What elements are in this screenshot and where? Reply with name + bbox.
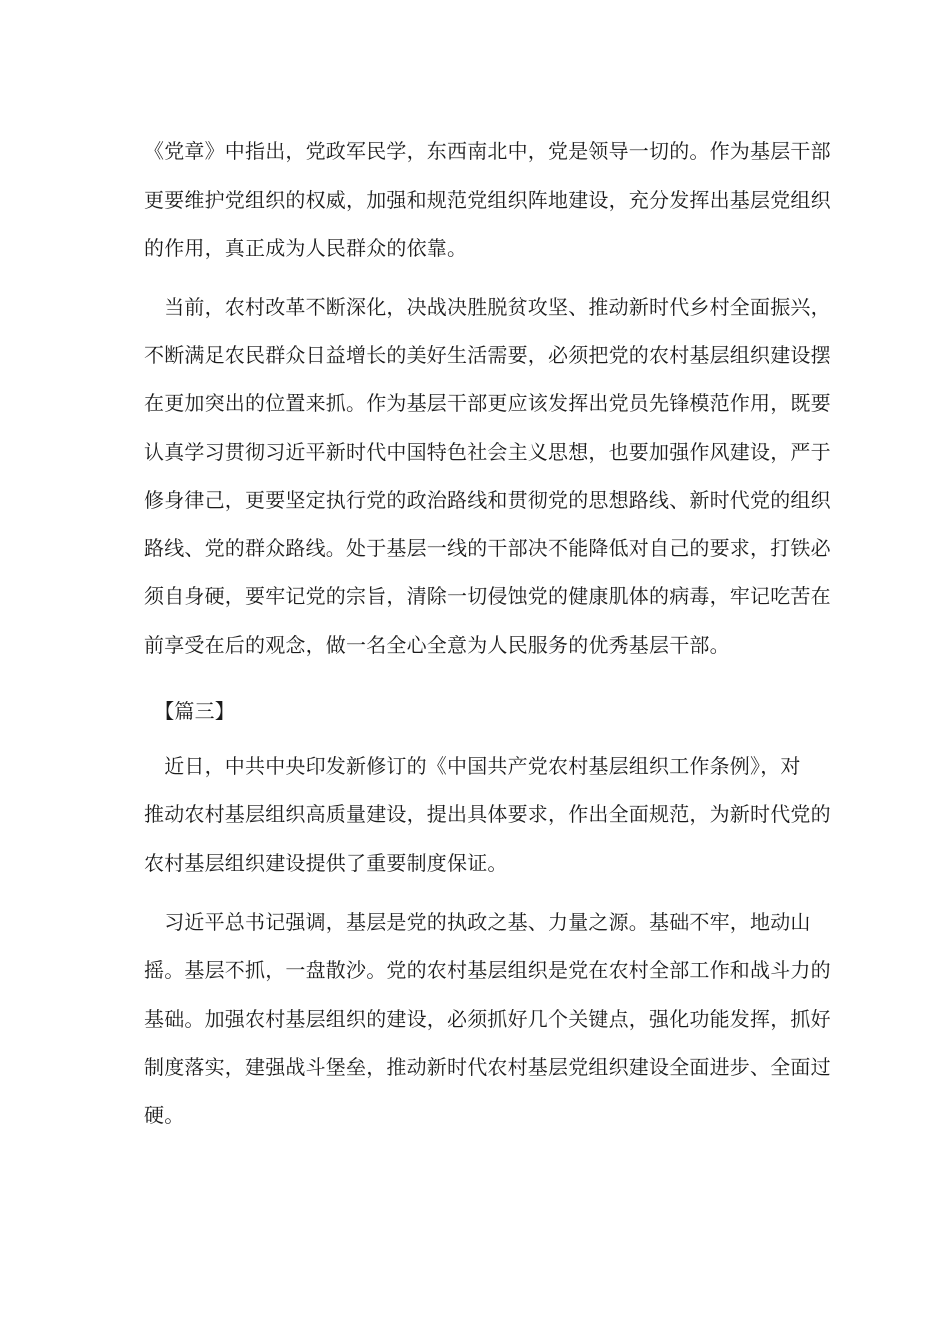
text-line: 推动农村基层组织高质量建设，提出具体要求，作出全面规范，为新时代党的 bbox=[144, 802, 831, 826]
text-line: 习近平总书记强调，基层是党的执政之基、力量之源。基础不牢，地动山 bbox=[144, 910, 811, 934]
text-line: 摇。基层不抓，一盘散沙。党的农村基层组织是党在农村全部工作和战斗力的 bbox=[144, 958, 831, 982]
text-line: 近日，中共中央印发新修订的《中国共产党农村基层组织工作条例》，对 bbox=[144, 754, 801, 778]
text-line: 的作用，真正成为人民群众的依靠。 bbox=[144, 236, 468, 260]
text-line: 不断满足农民群众日益增长的美好生活需要，必须把党的农村基层组织建设摆 bbox=[144, 343, 831, 367]
section-heading: 【篇三】 bbox=[144, 699, 235, 723]
text-line: 当前，农村改革不断深化，决战决胜脱贫攻坚、推动新时代乡村全面振兴， bbox=[144, 295, 831, 319]
text-line: 《党章》中指出，党政军民学，东西南北中，党是领导一切的。作为基层干部 bbox=[144, 139, 831, 163]
text-line: 制度落实，建强战斗堡垒，推动新时代农村基层党组织建设全面进步、全面过 bbox=[144, 1055, 831, 1079]
text-line: 在更加突出的位置来抓。作为基层干部更应该发挥出党员先锋模范作用，既要 bbox=[144, 391, 831, 415]
text-line: 须自身硬，要牢记党的宗旨，清除一切侵蚀党的健康肌体的病毒，牢记吃苦在 bbox=[144, 584, 831, 608]
text-line: 认真学习贯彻习近平新时代中国特色社会主义思想，也要加强作风建设，严于 bbox=[144, 440, 831, 464]
text-line: 路线、党的群众路线。处于基层一线的干部决不能降低对自己的要求，打铁必 bbox=[144, 536, 831, 560]
text-line: 前享受在后的观念，做一名全心全意为人民服务的优秀基层干部。 bbox=[144, 633, 730, 657]
text-line: 更要维护党组织的权威，加强和规范党组织阵地建设，充分发挥出基层党组织 bbox=[144, 188, 831, 212]
text-line: 修身律己，更要坚定执行党的政治路线和贯彻党的思想路线、新时代党的组织 bbox=[144, 488, 831, 512]
text-line: 农村基层组织建设提供了重要制度保证。 bbox=[144, 851, 508, 875]
text-line: 基础。加强农村基层组织的建设，必须抓好几个关键点，强化功能发挥，抓好 bbox=[144, 1007, 831, 1031]
text-line: 硬。 bbox=[144, 1103, 185, 1127]
